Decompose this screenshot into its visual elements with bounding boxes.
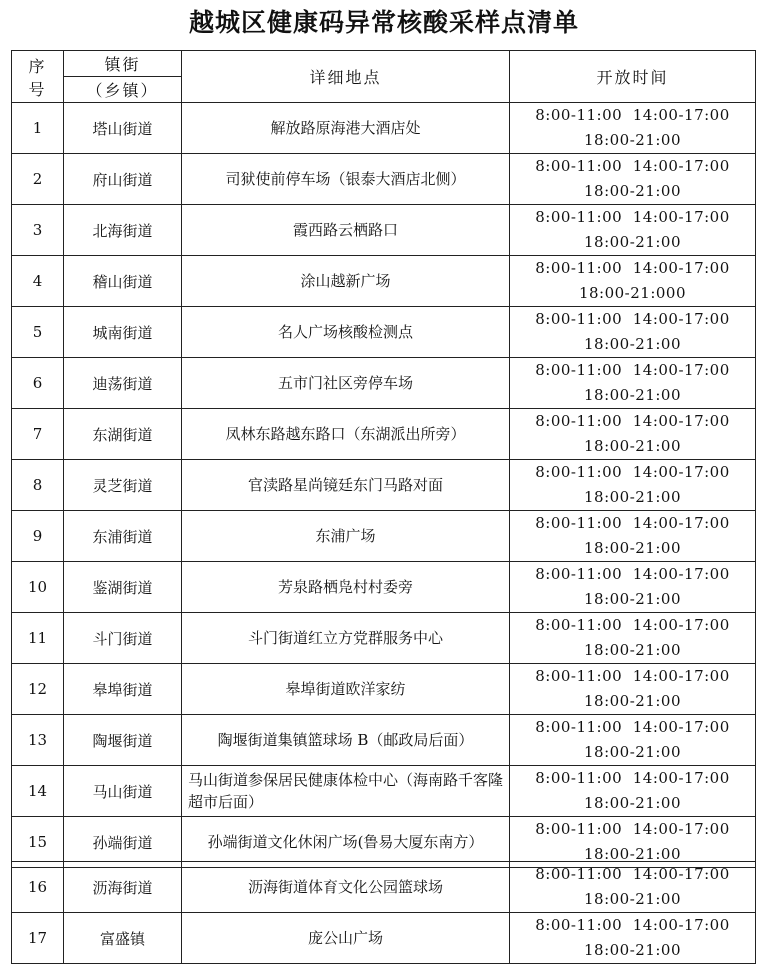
row-hours (510, 766, 756, 817)
row-address: 庞公山广场 (182, 913, 510, 964)
row-hours (510, 817, 756, 868)
row-town: 北海街道 (64, 205, 182, 256)
row-hours-line1: 8:00-11:00 14:00-17:00 (535, 820, 730, 838)
row-hours-line2: 18:00-21:00 (583, 890, 682, 908)
row-hours (510, 409, 756, 460)
row-address: 五市门社区旁停车场 (182, 358, 510, 409)
row-address: 东浦广场 (182, 511, 510, 562)
row-number: 2 (12, 154, 64, 205)
row-town: 斗门街道 (64, 613, 182, 664)
row-town: 鉴湖街道 (64, 562, 182, 613)
row-hours (510, 256, 756, 307)
row-hours (510, 358, 756, 409)
row-hours-line2: 18:00-21:000 (578, 284, 687, 302)
row-hours-line2: 18:00-21:00 (583, 641, 682, 659)
row-town: 迪荡街道 (64, 358, 182, 409)
row-number: 14 (12, 766, 64, 817)
row-hours-line1: 8:00-11:00 14:00-17:00 (535, 769, 730, 787)
row-hours-line1: 8:00-11:00 14:00-17:00 (535, 106, 730, 124)
row-town: 陶堰街道 (64, 715, 182, 766)
row-number: 9 (12, 511, 64, 562)
page-title: 越城区健康码异常核酸采样点清单 (188, 8, 579, 37)
row-address: 凤林东路越东路口（东湖派出所旁） (182, 409, 510, 460)
row-hours (510, 913, 756, 964)
table-row (12, 562, 756, 613)
table-row (12, 307, 756, 358)
row-hours (510, 307, 756, 358)
row-hours-line1: 8:00-11:00 14:00-17:00 (535, 463, 730, 481)
row-hours (510, 103, 756, 154)
row-hours-line2: 18:00-21:00 (583, 743, 682, 761)
sampling-sites-table (11, 50, 756, 868)
table-row (12, 913, 756, 964)
row-town: 沥海街道 (64, 862, 182, 913)
row-hours-line2: 18:00-21:00 (583, 182, 682, 200)
row-hours (510, 715, 756, 766)
row-hours-line1: 8:00-11:00 14:00-17:00 (535, 208, 730, 226)
row-address: 皋埠街道欧洋家纺 (182, 664, 510, 715)
table-row (12, 460, 756, 511)
row-number: 12 (12, 664, 64, 715)
row-town: 孙端街道 (64, 817, 182, 868)
row-town: 城南街道 (64, 307, 182, 358)
row-hours-line1: 8:00-11:00 14:00-17:00 (535, 916, 730, 934)
header-serial-line2: 号 (28, 79, 47, 99)
row-hours-line2: 18:00-21:00 (583, 692, 682, 710)
row-address: 芳泉路栖凫村村委旁 (182, 562, 510, 613)
row-address: 霞西路云栖路口 (182, 205, 510, 256)
row-hours-line1: 8:00-11:00 14:00-17:00 (535, 718, 730, 736)
row-number: 3 (12, 205, 64, 256)
table-row (12, 154, 756, 205)
sampling-sites-table-continued (11, 861, 756, 964)
row-hours-line1: 8:00-11:00 14:00-17:00 (535, 865, 730, 883)
table-body-continued (12, 862, 756, 964)
row-town: 皋埠街道 (64, 664, 182, 715)
row-town: 府山街道 (64, 154, 182, 205)
row-hours-line2: 18:00-21:00 (583, 488, 682, 506)
row-hours (510, 664, 756, 715)
row-address: 官渎路星尚镜廷东门马路对面 (182, 460, 510, 511)
row-town: 灵芝街道 (64, 460, 182, 511)
table-row (12, 715, 756, 766)
row-hours-line2: 18:00-21:00 (583, 941, 682, 959)
table-row (12, 817, 756, 868)
row-address: 司狱使前停车场（银泰大酒店北侧） (182, 154, 510, 205)
row-hours-line1: 8:00-11:00 14:00-17:00 (535, 616, 730, 634)
row-hours (510, 562, 756, 613)
row-town: 东湖街道 (64, 409, 182, 460)
row-hours (510, 511, 756, 562)
row-hours-line1: 8:00-11:00 14:00-17:00 (535, 259, 730, 277)
table-body (12, 103, 756, 868)
row-number: 17 (12, 913, 64, 964)
row-hours-line2: 18:00-21:00 (583, 845, 682, 863)
row-hours-line2: 18:00-21:00 (583, 590, 682, 608)
row-hours (510, 613, 756, 664)
table-row (12, 103, 756, 154)
row-number: 11 (12, 613, 64, 664)
row-town: 东浦街道 (64, 511, 182, 562)
row-address: 名人广场核酸检测点 (182, 307, 510, 358)
row-hours (510, 154, 756, 205)
table-row (12, 205, 756, 256)
row-number: 10 (12, 562, 64, 613)
row-hours-line2: 18:00-21:00 (583, 539, 682, 557)
table-row (12, 256, 756, 307)
header-address: 详细地点 (182, 51, 510, 103)
row-address: 涂山越新广场 (182, 256, 510, 307)
row-hours (510, 460, 756, 511)
row-hours-line1: 8:00-11:00 14:00-17:00 (535, 514, 730, 532)
row-number: 6 (12, 358, 64, 409)
row-hours-line1: 8:00-11:00 14:00-17:00 (535, 667, 730, 685)
row-town: 稽山街道 (64, 256, 182, 307)
row-address: 沥海街道体育文化公园篮球场 (182, 862, 510, 913)
row-number: 1 (12, 103, 64, 154)
row-hours-line1: 8:00-11:00 14:00-17:00 (535, 565, 730, 583)
row-hours-line2: 18:00-21:00 (583, 233, 682, 251)
table-header-row (12, 51, 756, 77)
header-hours: 开放时间 (510, 51, 756, 103)
row-hours-line2: 18:00-21:00 (583, 386, 682, 404)
table-row (12, 409, 756, 460)
row-hours-line1: 8:00-11:00 14:00-17:00 (535, 361, 730, 379)
row-hours-line2: 18:00-21:00 (583, 131, 682, 149)
row-hours-line1: 8:00-11:00 14:00-17:00 (535, 157, 730, 175)
header-town: 镇街 (64, 51, 182, 77)
row-hours (510, 862, 756, 913)
header-serial-number (12, 51, 64, 103)
row-hours-line2: 18:00-21:00 (583, 794, 682, 812)
row-number: 15 (12, 817, 64, 868)
row-number: 8 (12, 460, 64, 511)
row-address: 解放路原海港大酒店处 (182, 103, 510, 154)
row-address: 斗门街道红立方党群服务中心 (182, 613, 510, 664)
row-number: 7 (12, 409, 64, 460)
table-row (12, 766, 756, 817)
row-town: 塔山街道 (64, 103, 182, 154)
row-number: 5 (12, 307, 64, 358)
header-serial-line1: 序 (28, 56, 47, 76)
row-hours (510, 205, 756, 256)
row-address: 陶堰街道集镇篮球场 B（邮政局后面） (182, 715, 510, 766)
table-row (12, 862, 756, 913)
table-row (12, 511, 756, 562)
header-town-sub: （乡镇） (64, 77, 182, 103)
row-hours-line2: 18:00-21:00 (583, 335, 682, 353)
row-hours-line1: 8:00-11:00 14:00-17:00 (535, 412, 730, 430)
row-number: 4 (12, 256, 64, 307)
row-address: 孙端街道文化休闲广场(鲁易大厦东南方） (182, 817, 510, 868)
table-row (12, 664, 756, 715)
table-row (12, 613, 756, 664)
row-hours-line1: 8:00-11:00 14:00-17:00 (535, 310, 730, 328)
row-town: 马山街道 (64, 766, 182, 817)
row-number: 16 (12, 862, 64, 913)
row-hours-line2: 18:00-21:00 (583, 437, 682, 455)
table-row (12, 358, 756, 409)
row-town: 富盛镇 (64, 913, 182, 964)
row-address: 马山街道参保居民健康体检中心（海南路千客隆超市后面） (182, 766, 510, 817)
row-number: 13 (12, 715, 64, 766)
